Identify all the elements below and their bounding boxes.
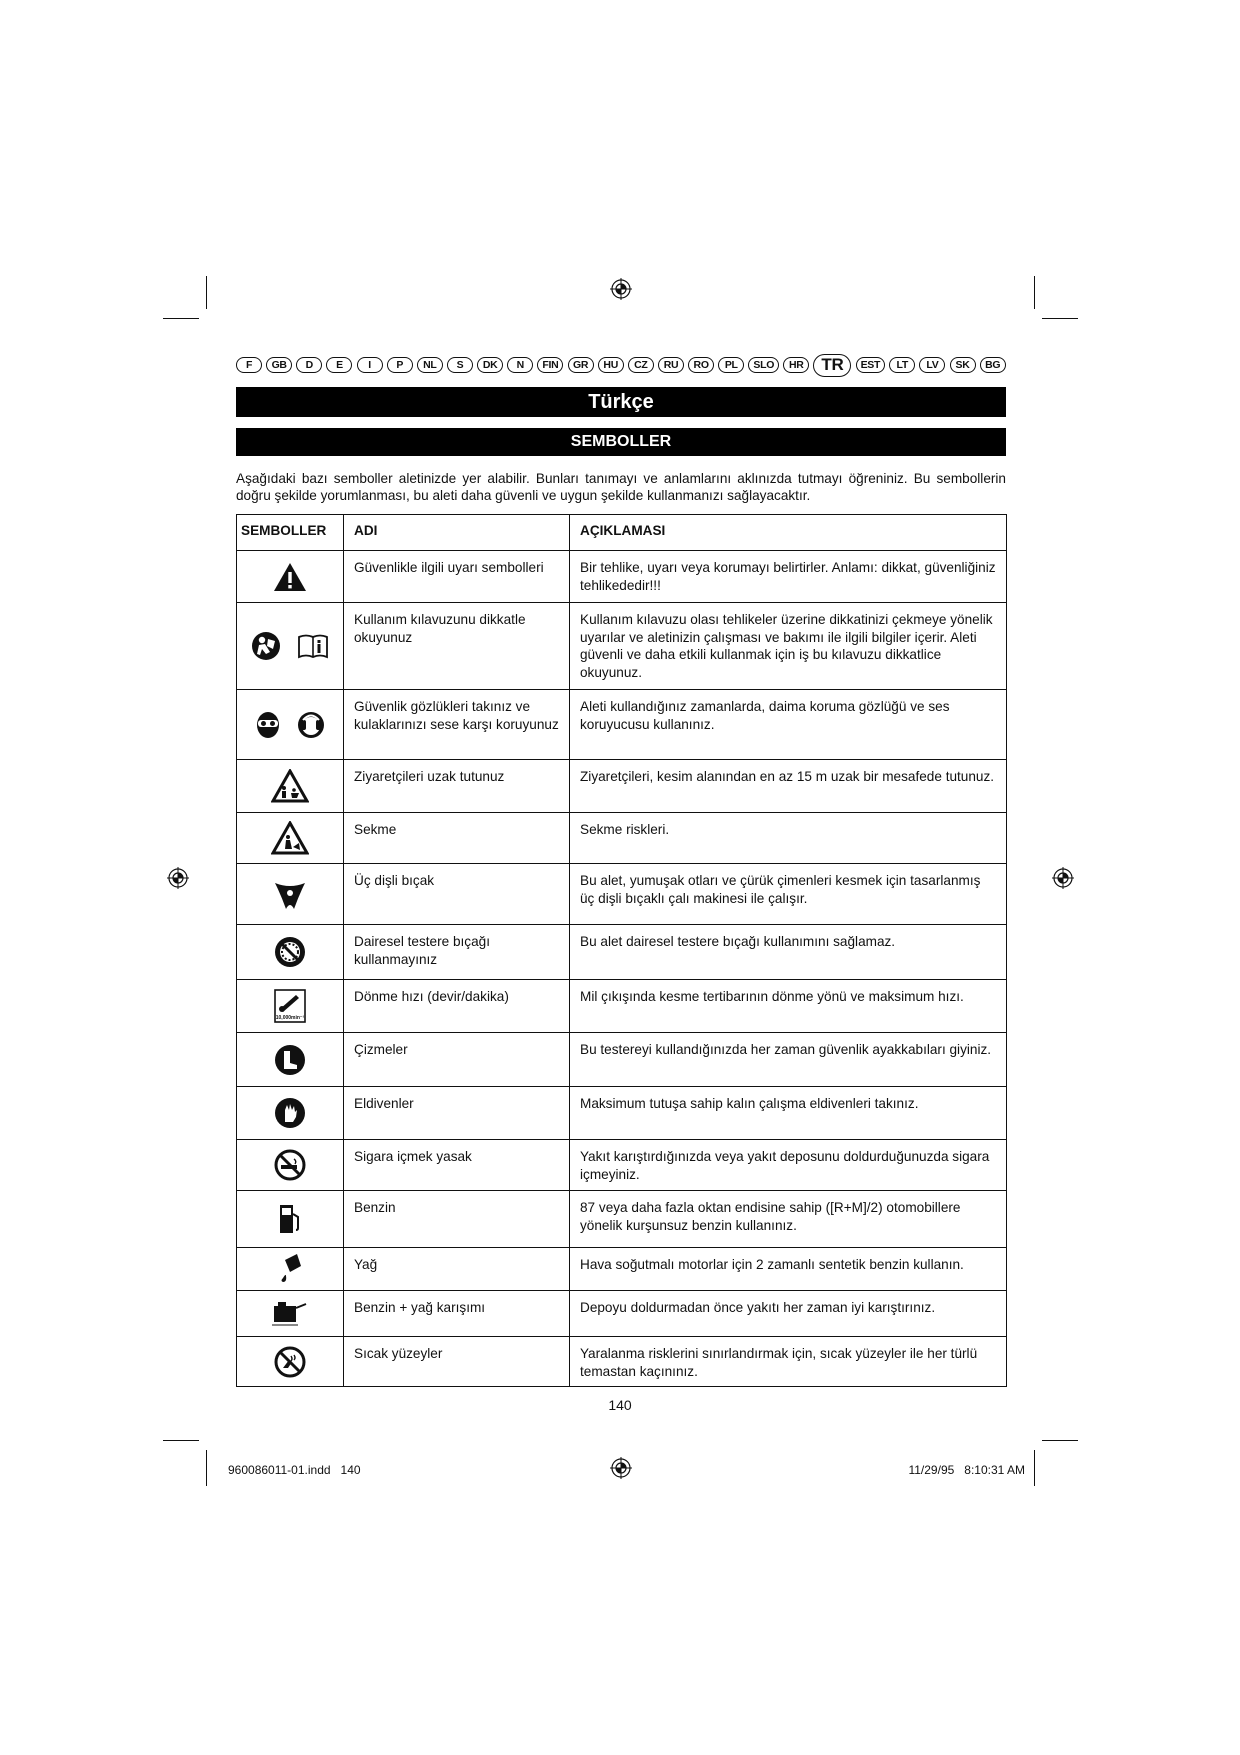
symbol-description: Kullanım kılavuzu olası tehlikeler üzerine dikkatinizi çekmeye yönelik uyarılar ve aletinizin çalışması ve bakımı ile ilgili bilgiler içerir. Aleti güvenli ve daha etkili kullanmak için iş bu kılavuzu dikkatlice okuyunuz. (570, 603, 1007, 690)
symbol-description: Bu alet, yumuşak otları ve çürük çimenleri kesmek için tasarlanmış üç dişli bıçaklı çalı makinesi ile çalışır. (570, 864, 1007, 925)
crop-mark (206, 276, 207, 309)
symbol-cell (237, 551, 344, 603)
language-badge-cz[interactable]: CZ (628, 357, 654, 373)
crop-mark (163, 318, 199, 319)
language-badge-dk[interactable]: DK (477, 357, 503, 373)
language-badge-hr[interactable]: HR (783, 357, 809, 373)
symbol-cell (237, 1248, 344, 1291)
table-row (237, 551, 1007, 603)
bystanders-warning-icon (271, 769, 309, 803)
symbol-name: Eldivenler (344, 1087, 570, 1140)
language-badge-ru[interactable]: RU (658, 357, 684, 373)
section-title: SEMBOLLER (236, 428, 1006, 456)
table-row (237, 1033, 1007, 1087)
symbol-name: Dairesel testere bıçağı kullanmayınız (344, 925, 570, 980)
registration-mark-icon (167, 867, 189, 889)
language-badge-tr[interactable]: TR (813, 354, 851, 377)
language-badge-lv[interactable]: LV (919, 357, 945, 373)
manual-book-icon (297, 633, 329, 659)
symbol-name: Çizmeler (344, 1033, 570, 1087)
language-bar (236, 355, 1006, 375)
symbol-name: Yağ (344, 1248, 570, 1291)
symbol-description: Mil çıkışında kesme tertibarının dönme yönü ve maksimum hızı. (570, 980, 1007, 1033)
symbol-name: Sıcak yüzeyler (344, 1337, 570, 1387)
symbol-cell (237, 690, 344, 760)
language-badge-e[interactable]: E (326, 357, 352, 373)
page-title: Türkçe (236, 387, 1006, 417)
symbol-cell (237, 1140, 344, 1191)
language-badge-hu[interactable]: HU (598, 357, 624, 373)
table-row (237, 1248, 1007, 1291)
symbol-cell (237, 1033, 344, 1087)
hot-surface-icon (274, 1346, 306, 1378)
rotation-speed-icon (274, 989, 306, 1023)
rotation-speed-label: 10,000min⁻¹ (275, 1015, 305, 1021)
language-badge-n[interactable]: N (507, 357, 533, 373)
symbol-cell (237, 603, 344, 690)
symbol-cell (237, 1191, 344, 1248)
registration-mark-icon (1052, 867, 1074, 889)
no-circular-saw-blade-icon (274, 936, 306, 968)
language-badge-sk[interactable]: SK (950, 357, 976, 373)
oil-drop-icon (276, 1252, 304, 1286)
table-row (237, 603, 1007, 690)
symbol-name: Dönme hızı (devir/dakika) (344, 980, 570, 1033)
symbol-name: Benzin (344, 1191, 570, 1248)
slug-filename: 960086011-01.indd 140 (228, 1463, 361, 1477)
symbol-cell (237, 1291, 344, 1337)
crop-mark (206, 1450, 207, 1486)
symbol-cell (237, 760, 344, 813)
table-row (237, 813, 1007, 864)
registration-mark-icon (610, 1457, 632, 1479)
language-badge-ro[interactable]: RO (688, 357, 714, 373)
symbol-cell (237, 925, 344, 980)
crop-mark (1034, 276, 1035, 309)
language-badge-s[interactable]: S (447, 357, 473, 373)
symbol-description: Sekme riskleri. (570, 813, 1007, 864)
table-row (237, 1087, 1007, 1140)
table-row (237, 760, 1007, 813)
symbol-description: Bu alet dairesel testere bıçağı kullanımını sağlamaz. (570, 925, 1007, 980)
page-number: 140 (608, 1397, 632, 1413)
header-symbols: SEMBOLLER (237, 515, 344, 551)
table-header-row (237, 515, 1007, 551)
symbol-description: Bu testereyi kullandığınızda her zaman güvenlik ayakkabıları giyiniz. (570, 1033, 1007, 1087)
table-row (237, 864, 1007, 925)
language-badge-pl[interactable]: PL (718, 357, 744, 373)
symbol-name: Güvenlikle ilgili uyarı sembolleri (344, 551, 570, 603)
crop-mark (1034, 1450, 1035, 1486)
language-badge-f[interactable]: F (236, 357, 262, 373)
crop-mark (1042, 1440, 1078, 1441)
language-badge-bg[interactable]: BG (980, 357, 1006, 373)
intro-paragraph: Aşağıdaki bazı semboller aletinizde yer alabilir. Bunları tanımayı ve anlamlarını aklınızda tutmayı öğreniniz. Bu sembollerin doğru şekilde yorumlanması, bu aleti daha güvenli ve uygun şekilde kullanmanızı sağlayacaktır. (236, 471, 1006, 503)
warning-triangle-icon (272, 561, 308, 593)
table-row (237, 1140, 1007, 1191)
read-manual-person-icon (251, 631, 281, 661)
language-badge-fin[interactable]: FIN (537, 357, 563, 373)
header-description: AÇIKLAMASI (570, 515, 1007, 551)
language-badge-nl[interactable]: NL (417, 357, 443, 373)
language-badge-i[interactable]: I (357, 357, 383, 373)
symbol-description: 87 veya daha fazla oktan endisine sahip ([R+M]/2) otomobillere yönelik kurşunsuz benzin kullanınız. (570, 1191, 1007, 1248)
kickback-warning-icon (271, 821, 309, 855)
safety-goggles-icon (255, 711, 281, 739)
ear-protection-icon (297, 711, 325, 739)
crop-mark (163, 1440, 199, 1441)
symbol-cell (237, 813, 344, 864)
fuel-oil-mix-can-icon (270, 1298, 310, 1330)
crop-mark (1042, 318, 1078, 319)
three-tooth-blade-icon (273, 877, 307, 911)
symbol-description: Bir tehlike, uyarı veya korumayı belirtirler. Anlamı: dikkat, güvenliğiniz tehlikededir!!! (570, 551, 1007, 603)
symbol-cell (237, 1337, 344, 1387)
language-badge-gr[interactable]: GR (568, 357, 594, 373)
language-badge-lt[interactable]: LT (889, 357, 915, 373)
symbol-name: Üç dişli bıçak (344, 864, 570, 925)
table-row (237, 1337, 1007, 1387)
symbol-description: Maksimum tutuşa sahip kalın çalışma eldivenleri takınız. (570, 1087, 1007, 1140)
fuel-pump-icon (277, 1202, 303, 1236)
symbol-description: Hava soğutmalı motorlar için 2 zamanlı sentetik benzin kullanın. (570, 1248, 1007, 1291)
symbol-name: Kullanım kılavuzunu dikkatle okuyunuz (344, 603, 570, 690)
symbol-cell (237, 1087, 344, 1140)
table-row (237, 1291, 1007, 1337)
symbol-name: Sigara içmek yasak (344, 1140, 570, 1191)
symbol-cell (237, 980, 344, 1033)
symbol-description: Yaralanma risklerini sınırlandırmak için, sıcak yüzeyler ile her türlü temastan kaçınınız. (570, 1337, 1007, 1387)
table-row (237, 690, 1007, 760)
symbols-table (236, 514, 1007, 1387)
symbol-description: Aleti kullandığınız zamanlarda, daima koruma gözlüğü ve ses koruyucusu kullanınız. (570, 690, 1007, 760)
language-badge-slo[interactable]: SLO (748, 357, 779, 373)
language-badge-gb[interactable]: GB (266, 357, 292, 373)
table-row (237, 1191, 1007, 1248)
gloves-icon (274, 1097, 306, 1129)
header-name: ADI (344, 515, 570, 551)
language-badge-est[interactable]: EST (856, 357, 886, 373)
symbol-name: Güvenlik gözlükleri takınız ve kulaklarınızı sese karşı koruyunuz (344, 690, 570, 760)
table-row (237, 925, 1007, 980)
no-smoking-icon (273, 1149, 307, 1181)
symbol-name: Sekme (344, 813, 570, 864)
symbol-description: Depoyu doldurmadan önce yakıtı her zaman iyi karıştırınız. (570, 1291, 1007, 1337)
boots-icon (274, 1044, 306, 1076)
registration-mark-icon (610, 278, 632, 300)
language-badge-p[interactable]: P (387, 357, 413, 373)
language-badge-d[interactable]: D (296, 357, 322, 373)
slug-timestamp: 11/29/95 8:10:31 AM (908, 1463, 1025, 1477)
symbol-name: Benzin + yağ karışımı (344, 1291, 570, 1337)
symbol-description: Ziyaretçileri, kesim alanından en az 15 m uzak bir mesafede tutunuz. (570, 760, 1007, 813)
table-row (237, 980, 1007, 1033)
symbol-cell (237, 864, 344, 925)
symbol-name: Ziyaretçileri uzak tutunuz (344, 760, 570, 813)
symbol-description: Yakıt karıştırdığınızda veya yakıt deposunu doldurduğunuzda sigara içmeyiniz. (570, 1140, 1007, 1191)
